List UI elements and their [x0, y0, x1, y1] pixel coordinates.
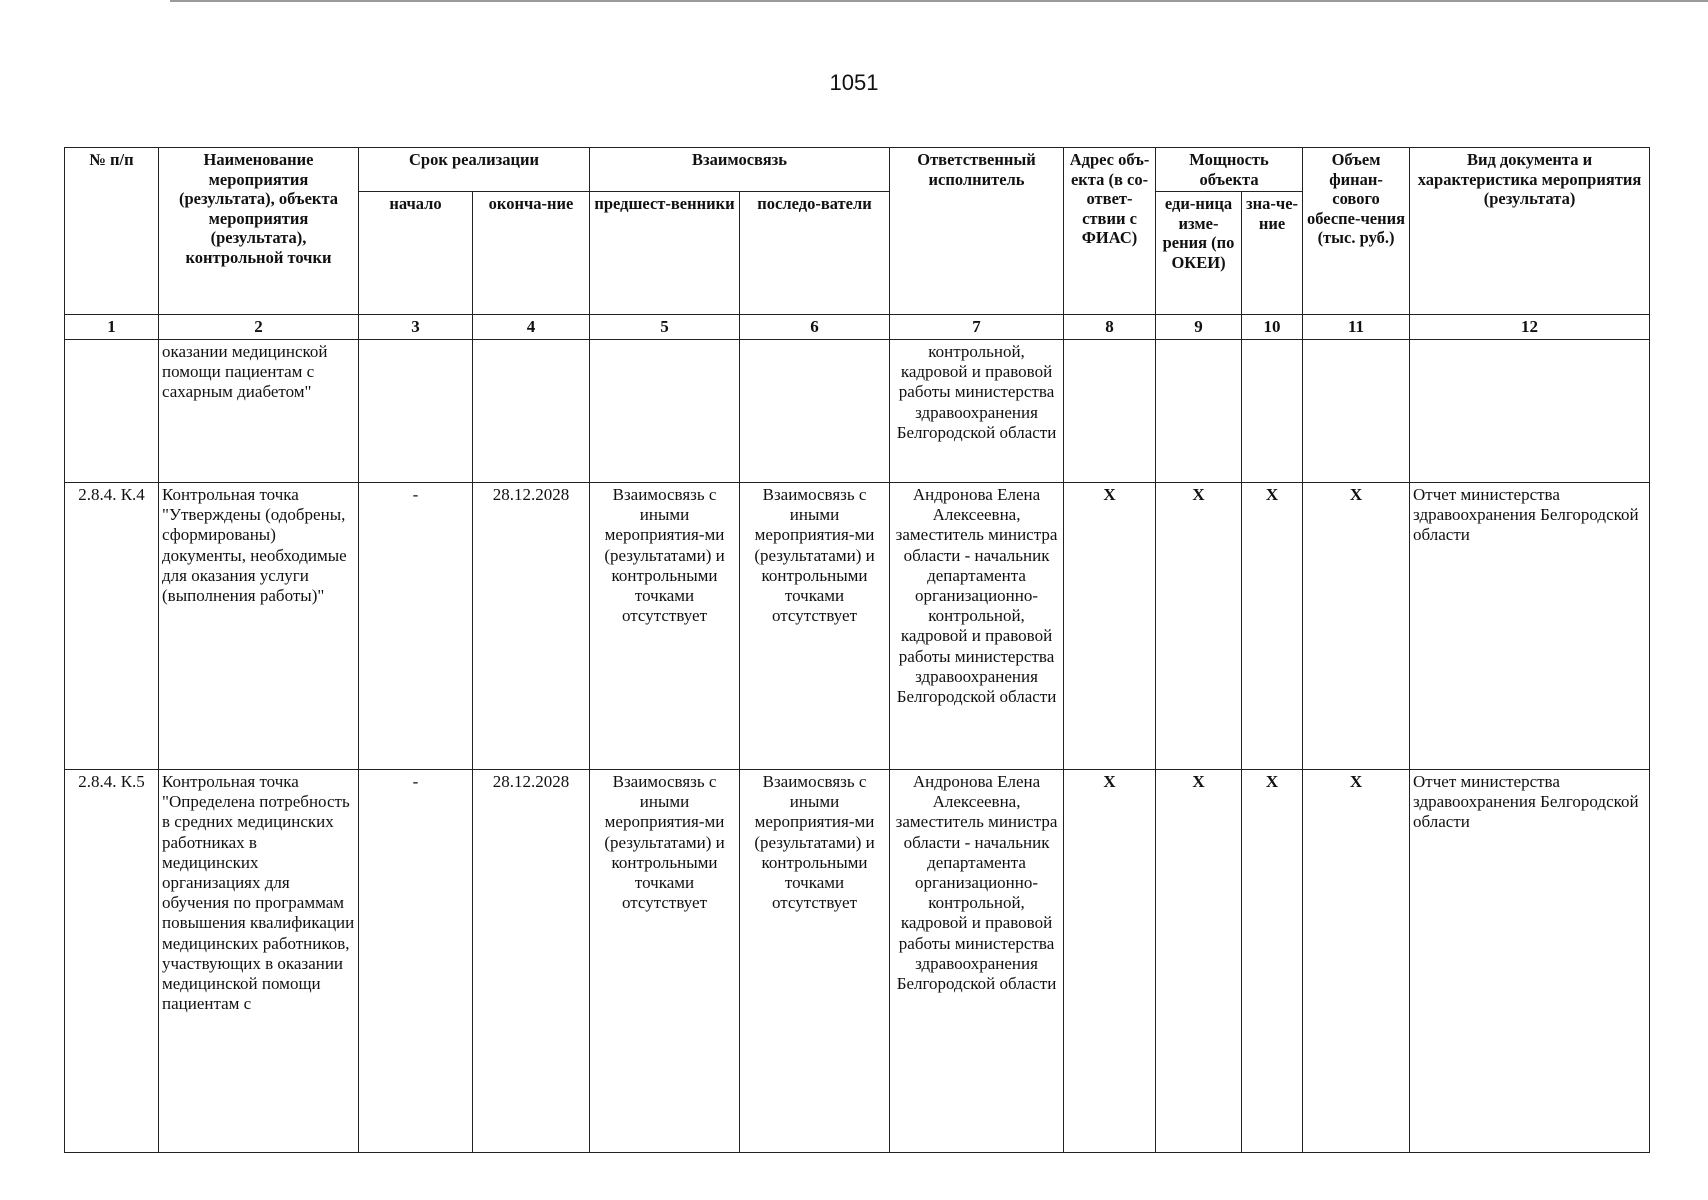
top-rule: [170, 0, 1708, 2]
row-address: [1064, 340, 1156, 483]
header-address: Адрес объ-екта (в со-ответ-ствии с ФИАС): [1064, 148, 1156, 315]
row-predecessors: Взаимосвязь с иными мероприятия-ми (результатами) и контрольными точками отсутствует: [590, 770, 740, 1153]
row-successors: Взаимосвязь с иными мероприятия-ми (результатами) и контрольными точками отсутствует: [740, 483, 890, 770]
row-document: Отчет министерства здравоохранения Белгородской области: [1410, 770, 1650, 1153]
row-successors: Взаимосвязь с иными мероприятия-ми (результатами) и контрольными точками отсутствует: [740, 770, 890, 1153]
table-row: [65, 770, 1650, 1153]
header-no: № п/п: [65, 148, 159, 315]
row-name: Контрольная точка "Утверждены (одобрены, сформированы) документы, необходимые для оказания услуги (выполнения работы)": [159, 483, 359, 770]
column-number: 1: [65, 315, 159, 340]
row-financing: X: [1303, 483, 1410, 770]
row-number: [65, 340, 159, 483]
row-end: 28.12.2028: [473, 483, 590, 770]
column-number: 11: [1303, 315, 1410, 340]
header-term-end: оконча-ние: [473, 192, 590, 315]
row-name: Контрольная точка "Определена потребность в средних медицинских работниках в медицинских организациях для обучения по программам повышения квалификации медицинских работников, участвующих в оказании медицинской помощи пациентам с: [159, 770, 359, 1153]
header-link: Взаимосвязь: [590, 148, 890, 192]
row-end: 28.12.2028: [473, 770, 590, 1153]
row-unit: [1156, 340, 1242, 483]
row-address: X: [1064, 483, 1156, 770]
header-power-unit: еди-ница изме-рения (по ОКЕИ): [1156, 192, 1242, 315]
row-address: X: [1064, 770, 1156, 1153]
header-power-value: зна-че-ние: [1242, 192, 1303, 315]
row-financing: [1303, 340, 1410, 483]
column-number: 7: [890, 315, 1064, 340]
row-value: X: [1242, 483, 1303, 770]
header-power: Мощность объекта: [1156, 148, 1303, 192]
column-number: 12: [1410, 315, 1650, 340]
row-document: Отчет министерства здравоохранения Белгородской области: [1410, 483, 1650, 770]
column-number: 8: [1064, 315, 1156, 340]
column-number-row: [65, 315, 1650, 340]
header-name: Наименование мероприятия (результата), объекта мероприятия (результата), контрольной точки: [159, 148, 359, 315]
header-financing: Объем финан-сового обеспе-чения (тыс. руб.): [1303, 148, 1410, 315]
row-value: X: [1242, 770, 1303, 1153]
row-unit: X: [1156, 483, 1242, 770]
column-number: 9: [1156, 315, 1242, 340]
row-responsible: Андронова Елена Алексеевна, заместитель министра области - начальник департамента организационно-контрольной, кадровой и правовой работы министерства здравоохранения Белгородской области: [890, 770, 1064, 1153]
row-responsible: контрольной, кадровой и правовой работы министерства здравоохранения Белгородской области: [890, 340, 1064, 483]
row-start: -: [359, 770, 473, 1153]
header-term: Срок реализации: [359, 148, 590, 192]
row-document: [1410, 340, 1650, 483]
column-number: 6: [740, 315, 890, 340]
row-start: -: [359, 483, 473, 770]
column-number: 2: [159, 315, 359, 340]
column-number: 5: [590, 315, 740, 340]
plan-table: [64, 147, 1650, 1153]
column-number: 10: [1242, 315, 1303, 340]
row-successors: [740, 340, 890, 483]
page-number: 1051: [829, 70, 879, 95]
row-predecessors: Взаимосвязь с иными мероприятия-ми (результатами) и контрольными точками отсутствует: [590, 483, 740, 770]
header-document: Вид документа и характеристика мероприятия (результата): [1410, 148, 1650, 315]
row-financing: X: [1303, 770, 1410, 1153]
row-unit: X: [1156, 770, 1242, 1153]
column-number: 3: [359, 315, 473, 340]
header-link-next: последо-ватели: [740, 192, 890, 315]
row-name: оказании медицинской помощи пациентам с сахарным диабетом": [159, 340, 359, 483]
row-predecessors: [590, 340, 740, 483]
row-value: [1242, 340, 1303, 483]
header-term-start: начало: [359, 192, 473, 315]
header-responsible: Ответственный исполнитель: [890, 148, 1064, 315]
column-number: 4: [473, 315, 590, 340]
row-start: [359, 340, 473, 483]
row-number: 2.8.4. К.4: [65, 483, 159, 770]
row-end: [473, 340, 590, 483]
row-number: 2.8.4. К.5: [65, 770, 159, 1153]
table-row: [65, 340, 1650, 483]
table-row: [65, 483, 1650, 770]
header-link-prev: предшест-венники: [590, 192, 740, 315]
row-responsible: Андронова Елена Алексеевна, заместитель министра области - начальник департамента организационно-контрольной, кадровой и правовой работы министерства здравоохранения Белгородской области: [890, 483, 1064, 770]
